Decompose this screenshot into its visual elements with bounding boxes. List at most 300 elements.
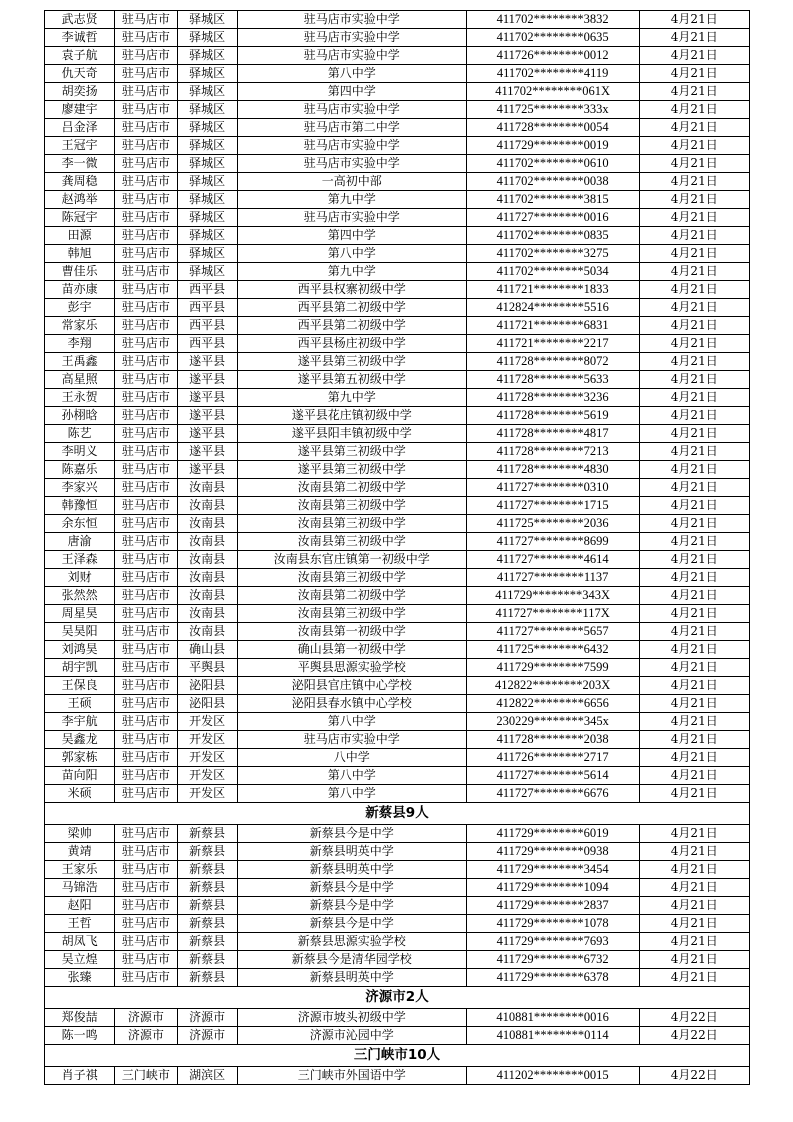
school-cell: 汝南县第二初级中学 [237,587,466,605]
date-cell: 4月21日 [639,317,750,335]
id-number-cell: 411721********1833 [466,281,639,299]
id-number-cell: 411726********2717 [466,749,639,767]
city-cell: 驻马店市 [115,263,177,281]
table-row [45,299,750,317]
student-name-cell: 陈艺 [45,425,115,443]
date-cell: 4月21日 [639,731,750,749]
school-cell: 新蔡县今是清华园学校 [237,951,466,969]
date-cell: 4月21日 [639,641,750,659]
student-name-cell: 廖建宇 [45,101,115,119]
school-cell: 新蔡县今是中学 [237,915,466,933]
table-row [45,933,750,951]
school-cell: 汝南县东官庄镇第一初级中学 [237,551,466,569]
table-row [45,1009,750,1027]
id-number-cell: 411702********5034 [466,263,639,281]
table-row [45,969,750,987]
city-cell: 驻马店市 [115,951,177,969]
date-cell: 4月21日 [639,551,750,569]
city-cell: 驻马店市 [115,407,177,425]
city-cell: 驻马店市 [115,11,177,29]
date-cell: 4月21日 [639,915,750,933]
id-number-cell: 411729********343X [466,587,639,605]
date-cell: 4月21日 [639,569,750,587]
city-cell: 驻马店市 [115,569,177,587]
school-cell: 驻马店市实验中学 [237,101,466,119]
district-cell: 汝南县 [177,479,237,497]
school-cell: 新蔡县思源实验学校 [237,933,466,951]
city-cell: 三门峡市 [115,1067,177,1085]
school-cell: 第八中学 [237,785,466,803]
student-name-cell: 李家兴 [45,479,115,497]
district-cell: 汝南县 [177,515,237,533]
id-number-cell: 411702********4119 [466,65,639,83]
student-name-cell: 郑俊喆 [45,1009,115,1027]
student-name-cell: 苗向阳 [45,767,115,785]
table-row [45,623,750,641]
table-row [45,479,750,497]
id-number-cell: 411726********0012 [466,47,639,65]
id-number-cell: 411727********117X [466,605,639,623]
student-name-cell: 余东恒 [45,515,115,533]
district-cell: 新蔡县 [177,915,237,933]
city-cell: 驻马店市 [115,533,177,551]
school-cell: 三门峡市外国语中学 [237,1067,466,1085]
district-cell: 汝南县 [177,551,237,569]
id-number-cell: 411721********6831 [466,317,639,335]
student-name-cell: 王硕 [45,695,115,713]
student-name-cell: 韩豫恒 [45,497,115,515]
district-cell: 开发区 [177,749,237,767]
student-name-cell: 彭宇 [45,299,115,317]
id-number-cell: 411728********5633 [466,371,639,389]
school-cell: 第九中学 [237,263,466,281]
date-cell: 4月21日 [639,713,750,731]
registration-table [44,10,750,1085]
school-cell: 平舆县思源实验学校 [237,659,466,677]
city-cell: 驻马店市 [115,641,177,659]
id-number-cell: 412822********203X [466,677,639,695]
district-cell: 新蔡县 [177,861,237,879]
date-cell: 4月21日 [639,137,750,155]
city-cell: 济源市 [115,1009,177,1027]
table-row [45,861,750,879]
table-row [45,425,750,443]
id-number-cell: 411727********0016 [466,209,639,227]
id-number-cell: 411727********6676 [466,785,639,803]
district-cell: 西平县 [177,299,237,317]
student-name-cell: 吴昊阳 [45,623,115,641]
date-cell: 4月21日 [639,47,750,65]
school-cell: 第四中学 [237,227,466,245]
city-cell: 驻马店市 [115,897,177,915]
student-name-cell: 曹佳乐 [45,263,115,281]
id-number-cell: 411702********0635 [466,29,639,47]
id-number-cell: 411729********6732 [466,951,639,969]
city-cell: 驻马店市 [115,353,177,371]
city-cell: 济源市 [115,1027,177,1045]
city-cell: 驻马店市 [115,659,177,677]
school-cell: 第八中学 [237,767,466,785]
school-cell: 第八中学 [237,65,466,83]
table-row [45,515,750,533]
table-row [45,587,750,605]
table-row [45,335,750,353]
date-cell: 4月21日 [639,497,750,515]
student-name-cell: 张臻 [45,969,115,987]
date-cell: 4月21日 [639,623,750,641]
district-cell: 遂平县 [177,443,237,461]
school-cell: 驻马店市实验中学 [237,137,466,155]
id-number-cell: 411729********1094 [466,879,639,897]
id-number-cell: 411702********0038 [466,173,639,191]
table-row [45,677,750,695]
school-cell: 第八中学 [237,713,466,731]
id-number-cell: 411702********0610 [466,155,639,173]
date-cell: 4月21日 [639,605,750,623]
school-cell: 确山县第一初级中学 [237,641,466,659]
school-cell: 汝南县第三初级中学 [237,533,466,551]
table-row [45,843,750,861]
id-number-cell: 411702********3275 [466,245,639,263]
date-cell: 4月21日 [639,749,750,767]
date-cell: 4月21日 [639,785,750,803]
student-name-cell: 李明义 [45,443,115,461]
city-cell: 驻马店市 [115,461,177,479]
city-cell: 驻马店市 [115,101,177,119]
date-cell: 4月21日 [639,677,750,695]
student-name-cell: 吴立煌 [45,951,115,969]
table-row [45,227,750,245]
id-number-cell: 411729********6019 [466,825,639,843]
district-cell: 汝南县 [177,623,237,641]
district-cell: 新蔡县 [177,969,237,987]
id-number-cell: 411702********061X [466,83,639,101]
table-row [45,1027,750,1045]
school-cell: 遂平县第三初级中学 [237,353,466,371]
table-row [45,389,750,407]
id-number-cell: 411725********6432 [466,641,639,659]
table-row [45,461,750,479]
school-cell: 遂平县第三初级中学 [237,443,466,461]
school-cell: 新蔡县明英中学 [237,843,466,861]
city-cell: 驻马店市 [115,749,177,767]
table-row [45,245,750,263]
district-cell: 开发区 [177,731,237,749]
date-cell: 4月21日 [639,825,750,843]
id-number-cell: 411729********3454 [466,861,639,879]
district-cell: 遂平县 [177,461,237,479]
id-number-cell: 411729********1078 [466,915,639,933]
student-name-cell: 肖子祺 [45,1067,115,1085]
student-name-cell: 黄靖 [45,843,115,861]
date-cell: 4月21日 [639,101,750,119]
student-name-cell: 刘财 [45,569,115,587]
city-cell: 驻马店市 [115,317,177,335]
city-cell: 驻马店市 [115,29,177,47]
school-cell: 驻马店市第二中学 [237,119,466,137]
student-name-cell: 王冠宇 [45,137,115,155]
school-cell: 驻马店市实验中学 [237,11,466,29]
table-row [45,443,750,461]
student-name-cell: 韩旭 [45,245,115,263]
city-cell: 驻马店市 [115,209,177,227]
section-title: 济源市2人 [45,987,750,1009]
city-cell: 驻马店市 [115,299,177,317]
date-cell: 4月22日 [639,1067,750,1085]
table-body [45,11,750,1085]
date-cell: 4月21日 [639,407,750,425]
city-cell: 驻马店市 [115,155,177,173]
school-cell: 汝南县第三初级中学 [237,569,466,587]
student-name-cell: 孙栩晗 [45,407,115,425]
school-cell: 遂平县第三初级中学 [237,461,466,479]
student-name-cell: 袁子航 [45,47,115,65]
table-row [45,605,750,623]
id-number-cell: 411729********7599 [466,659,639,677]
table-row [45,317,750,335]
table-row [45,191,750,209]
school-cell: 新蔡县明英中学 [237,861,466,879]
district-cell: 遂平县 [177,425,237,443]
student-name-cell: 李一微 [45,155,115,173]
student-name-cell: 米硕 [45,785,115,803]
id-number-cell: 410881********0016 [466,1009,639,1027]
id-number-cell: 411728********0054 [466,119,639,137]
district-cell: 平舆县 [177,659,237,677]
date-cell: 4月21日 [639,83,750,101]
school-cell: 西平县第二初级中学 [237,317,466,335]
student-name-cell: 王禹鑫 [45,353,115,371]
school-cell: 济源市沁园中学 [237,1027,466,1045]
id-number-cell: 411728********5619 [466,407,639,425]
city-cell: 驻马店市 [115,371,177,389]
school-cell: 新蔡县今是中学 [237,879,466,897]
section-header-row [45,803,750,825]
district-cell: 驿城区 [177,65,237,83]
city-cell: 驻马店市 [115,173,177,191]
id-number-cell: 411727********1137 [466,569,639,587]
id-number-cell: 411702********0835 [466,227,639,245]
school-cell: 八中学 [237,749,466,767]
school-cell: 汝南县第三初级中学 [237,515,466,533]
district-cell: 新蔡县 [177,951,237,969]
date-cell: 4月21日 [639,263,750,281]
district-cell: 汝南县 [177,533,237,551]
id-number-cell: 410881********0114 [466,1027,639,1045]
city-cell: 驻马店市 [115,551,177,569]
date-cell: 4月21日 [639,587,750,605]
student-name-cell: 田源 [45,227,115,245]
district-cell: 开发区 [177,767,237,785]
table-row [45,749,750,767]
date-cell: 4月21日 [639,389,750,407]
student-name-cell: 胡宇凯 [45,659,115,677]
id-number-cell: 411728********7213 [466,443,639,461]
date-cell: 4月21日 [639,155,750,173]
city-cell: 驻马店市 [115,425,177,443]
city-cell: 驻马店市 [115,587,177,605]
city-cell: 驻马店市 [115,335,177,353]
city-cell: 驻马店市 [115,443,177,461]
district-cell: 驿城区 [177,29,237,47]
student-name-cell: 刘鸿昊 [45,641,115,659]
id-number-cell: 411729********0938 [466,843,639,861]
city-cell: 驻马店市 [115,497,177,515]
date-cell: 4月21日 [639,353,750,371]
table-row [45,263,750,281]
section-header-row [45,1045,750,1067]
city-cell: 驻马店市 [115,695,177,713]
student-name-cell: 武志贤 [45,11,115,29]
date-cell: 4月21日 [639,951,750,969]
student-name-cell: 唐渝 [45,533,115,551]
table-row [45,951,750,969]
district-cell: 遂平县 [177,389,237,407]
city-cell: 驻马店市 [115,281,177,299]
id-number-cell: 411729********0019 [466,137,639,155]
id-number-cell: 411729********6378 [466,969,639,987]
table-row [45,767,750,785]
date-cell: 4月21日 [639,299,750,317]
school-cell: 驻马店市实验中学 [237,155,466,173]
id-number-cell: 411729********2837 [466,897,639,915]
student-name-cell: 吴鑫龙 [45,731,115,749]
table-row [45,879,750,897]
student-name-cell: 周星昊 [45,605,115,623]
table-row [45,11,750,29]
school-cell: 西平县权寨初级中学 [237,281,466,299]
district-cell: 新蔡县 [177,843,237,861]
table-row [45,551,750,569]
city-cell: 驻马店市 [115,785,177,803]
table-row [45,209,750,227]
date-cell: 4月21日 [639,515,750,533]
district-cell: 驿城区 [177,245,237,263]
id-number-cell: 411727********1715 [466,497,639,515]
table-row [45,101,750,119]
school-cell: 西平县杨庄初级中学 [237,335,466,353]
student-name-cell: 赵阳 [45,897,115,915]
school-cell: 驻马店市实验中学 [237,47,466,65]
section-title: 三门峡市10人 [45,1045,750,1067]
district-cell: 泌阳县 [177,677,237,695]
school-cell: 济源市坡头初级中学 [237,1009,466,1027]
city-cell: 驻马店市 [115,605,177,623]
district-cell: 汝南县 [177,497,237,515]
date-cell: 4月21日 [639,335,750,353]
table-row [45,659,750,677]
city-cell: 驻马店市 [115,969,177,987]
district-cell: 西平县 [177,317,237,335]
student-name-cell: 吕金泽 [45,119,115,137]
city-cell: 驻马店市 [115,479,177,497]
table-row [45,731,750,749]
id-number-cell: 411729********7693 [466,933,639,951]
district-cell: 驿城区 [177,119,237,137]
city-cell: 驻马店市 [115,623,177,641]
date-cell: 4月21日 [639,191,750,209]
table-row [45,915,750,933]
student-name-cell: 张然然 [45,587,115,605]
student-name-cell: 胡凤飞 [45,933,115,951]
school-cell: 第四中学 [237,83,466,101]
district-cell: 驿城区 [177,137,237,155]
city-cell: 驻马店市 [115,515,177,533]
district-cell: 济源市 [177,1027,237,1045]
school-cell: 第九中学 [237,389,466,407]
section-header-row [45,987,750,1009]
student-name-cell: 李宇航 [45,713,115,731]
table-row [45,281,750,299]
district-cell: 新蔡县 [177,897,237,915]
table-row [45,65,750,83]
date-cell: 4月21日 [639,659,750,677]
id-number-cell: 411728********2038 [466,731,639,749]
student-name-cell: 赵鸿举 [45,191,115,209]
school-cell: 汝南县第二初级中学 [237,479,466,497]
student-name-cell: 陈冠宇 [45,209,115,227]
district-cell: 驿城区 [177,191,237,209]
student-name-cell: 王哲 [45,915,115,933]
student-name-cell: 胡奕扬 [45,83,115,101]
school-cell: 汝南县第一初级中学 [237,623,466,641]
school-cell: 泌阳县春水镇中心学校 [237,695,466,713]
id-number-cell: 412824********5516 [466,299,639,317]
school-cell: 遂平县阳丰镇初级中学 [237,425,466,443]
date-cell: 4月21日 [639,933,750,951]
student-name-cell: 龚周稳 [45,173,115,191]
district-cell: 遂平县 [177,407,237,425]
student-name-cell: 郭家栋 [45,749,115,767]
id-number-cell: 411728********8072 [466,353,639,371]
school-cell: 第九中学 [237,191,466,209]
school-cell: 遂平县第五初级中学 [237,371,466,389]
id-number-cell: 411727********0310 [466,479,639,497]
id-number-cell: 411728********4830 [466,461,639,479]
district-cell: 驿城区 [177,83,237,101]
city-cell: 驻马店市 [115,933,177,951]
date-cell: 4月21日 [639,695,750,713]
id-number-cell: 411727********5614 [466,767,639,785]
date-cell: 4月21日 [639,29,750,47]
date-cell: 4月21日 [639,479,750,497]
district-cell: 驿城区 [177,47,237,65]
table-row [45,713,750,731]
id-number-cell: 411202********0015 [466,1067,639,1085]
school-cell: 西平县第二初级中学 [237,299,466,317]
table-row [45,173,750,191]
id-number-cell: 411725********2036 [466,515,639,533]
district-cell: 新蔡县 [177,879,237,897]
table-row [45,47,750,65]
table-row [45,29,750,47]
district-cell: 遂平县 [177,353,237,371]
table-row [45,497,750,515]
district-cell: 新蔡县 [177,933,237,951]
city-cell: 驻马店市 [115,65,177,83]
city-cell: 驻马店市 [115,713,177,731]
table-row [45,155,750,173]
school-cell: 新蔡县明英中学 [237,969,466,987]
date-cell: 4月21日 [639,843,750,861]
date-cell: 4月21日 [639,897,750,915]
school-cell: 新蔡县今是中学 [237,825,466,843]
table-row [45,353,750,371]
city-cell: 驻马店市 [115,119,177,137]
table-row [45,695,750,713]
city-cell: 驻马店市 [115,825,177,843]
city-cell: 驻马店市 [115,843,177,861]
